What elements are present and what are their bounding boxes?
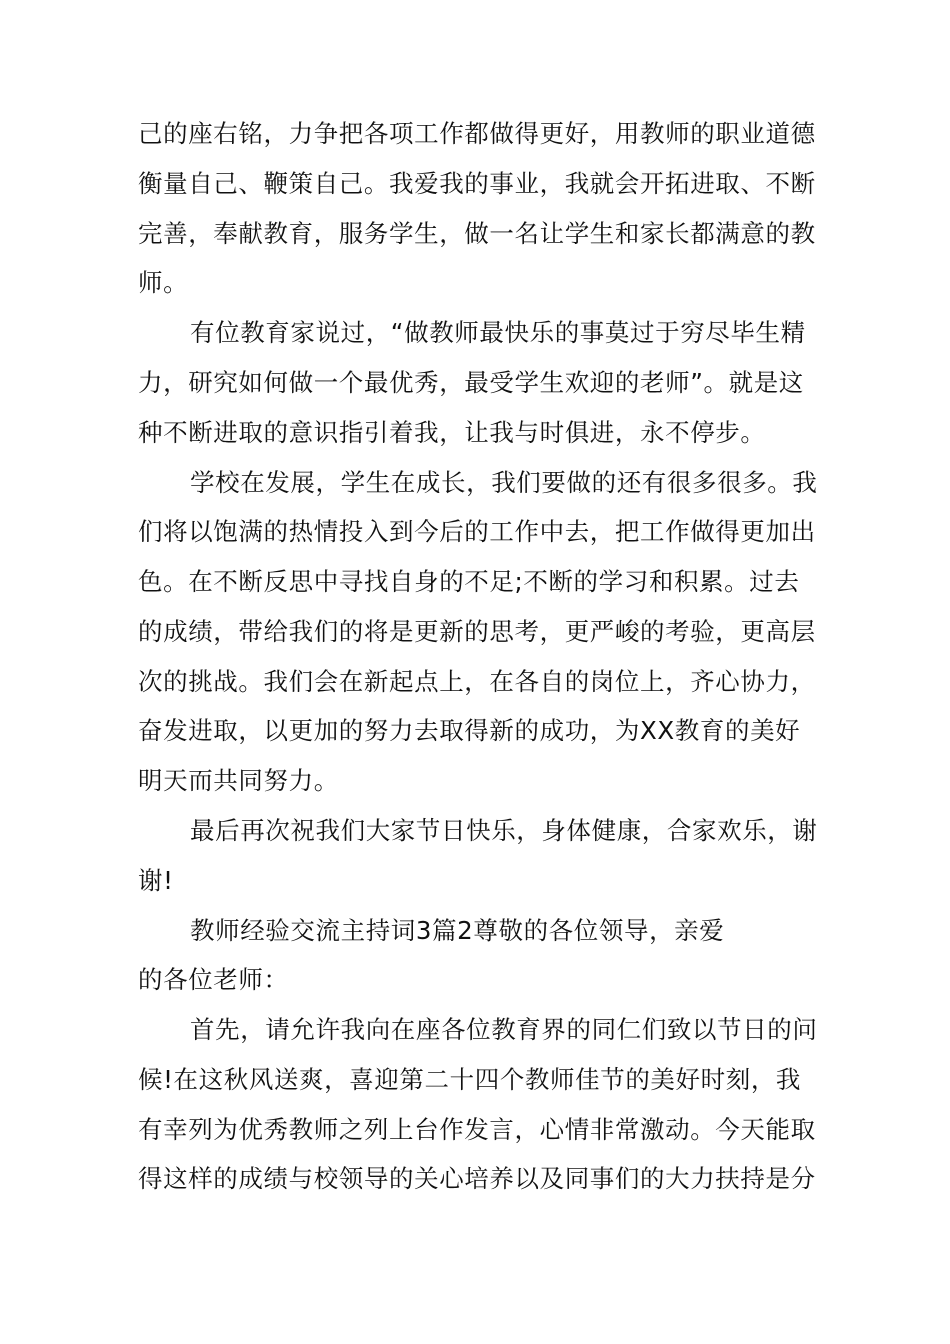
text-line: 衡量自己、鞭策自己。我爱我的事业，我就会开拓进取、不断 — [138, 169, 816, 198]
text-line: 完善，奉献教育，服务学生，做一名让学生和家长都满意的教 — [138, 219, 816, 248]
text-line: 奋发进取，以更加的努力去取得新的成功，为XX教育的美好 — [138, 716, 801, 745]
section-heading-line: 教师经验交流主持词3篇2尊敬的各位领导，亲爱 — [190, 916, 725, 945]
text-line: 色。在不断反思中寻找自身的不足;不断的学习和积累。过去 — [138, 567, 800, 596]
text-line: 师。 — [138, 268, 189, 297]
text-line: 的各位老师： — [138, 965, 289, 994]
text-line: 的成绩，带给我们的将是更新的思考，更严峻的考验，更高层 — [138, 617, 816, 646]
text-line: 次的挑战。我们会在新起点上，在各自的岗位上，齐心协力， — [138, 667, 816, 696]
paragraph-first-line: 学校在发展，学生在成长，我们要做的还有很多很多。我 — [190, 468, 818, 497]
text-line: 己的座右铭，力争把各项工作都做得更好，用教师的职业道德 — [138, 119, 816, 148]
text-line: 种不断进取的意识指引着我，让我与时俱进，永不停步。 — [138, 418, 766, 447]
text-line: 谢! — [138, 866, 174, 895]
paragraph-first-line: 首先，请允许我向在座各位教育界的同仁们致以节日的问 — [190, 1015, 818, 1044]
text-line: 们将以饱满的热情投入到今后的工作中去，把工作做得更加出 — [138, 517, 816, 546]
text-line: 候!在这秋风送爽，喜迎第二十四个教师佳节的美好时刻，我 — [138, 1065, 802, 1094]
text-line: 力，研究如何做一个最优秀，最受学生欢迎的老师”。就是这 — [138, 368, 804, 397]
text-line: 得这样的成绩与校领导的关心培养以及同事们的大力扶持是分 — [138, 1164, 816, 1193]
text-line: 明天而共同努力。 — [138, 766, 339, 795]
paragraph-first-line: 有位教育家说过，“做教师最快乐的事莫过于穷尽毕生精 — [190, 318, 806, 347]
paragraph-first-line: 最后再次祝我们大家节日快乐，身体健康，合家欢乐，谢 — [190, 816, 818, 845]
text-line: 有幸列为优秀教师之列上台作发言，心情非常激动。今天能取 — [138, 1115, 816, 1144]
